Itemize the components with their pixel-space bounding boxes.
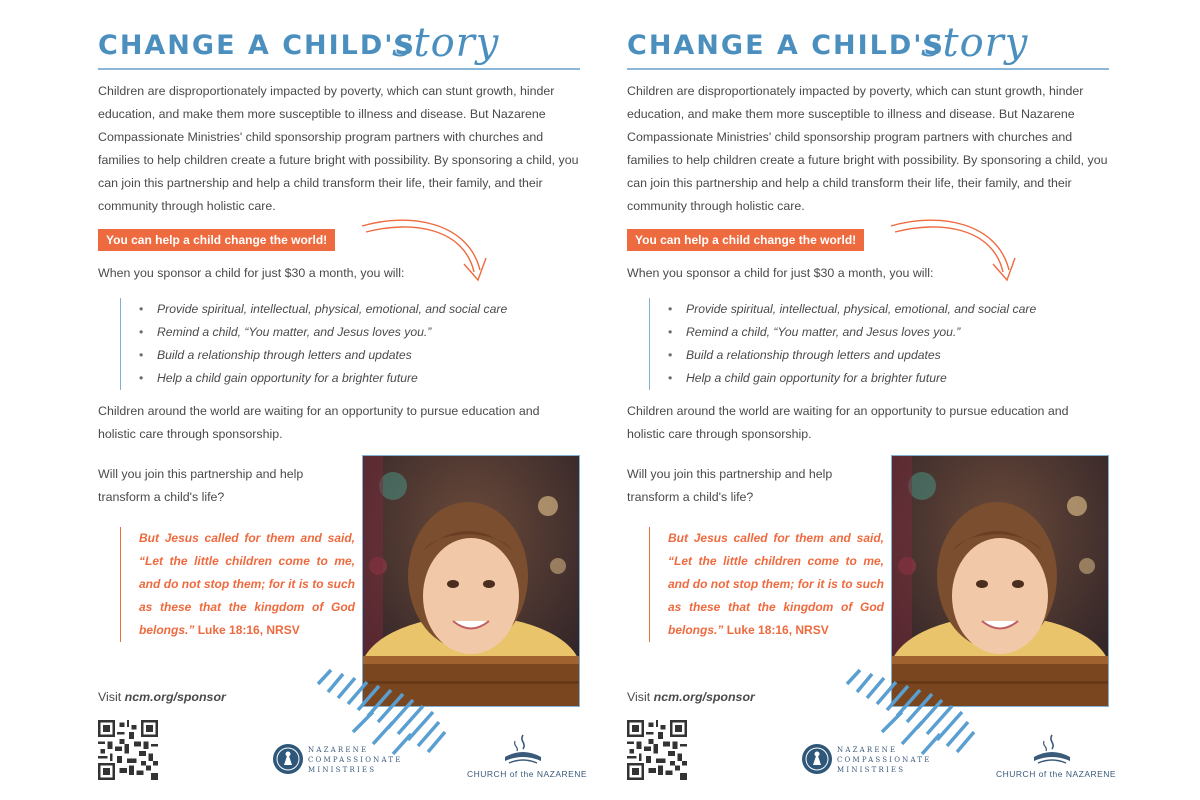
- church-logo-text: CHURCH of the NAZARENE: [467, 769, 588, 779]
- visit-url-link[interactable]: ncm.org/sponsor: [124, 690, 226, 704]
- ncm-logo-line: COMPASSIONATE: [837, 756, 932, 764]
- bullet-dot: •: [668, 348, 673, 362]
- sponsor-line: When you sponsor a child for just $30 a month, you will:: [627, 266, 934, 280]
- list-item: [139, 367, 609, 390]
- church-nazarene-logo-icon: [1030, 733, 1074, 767]
- bullet-dot: •: [139, 371, 144, 385]
- callout-banner: You can help a child change the world!: [627, 229, 864, 251]
- visit-line: [98, 690, 226, 704]
- church-nazarene-logo: [996, 733, 1117, 781]
- scripture-quote: [120, 527, 355, 642]
- title-row: [98, 22, 580, 72]
- world-paragraph: Children around the world are waiting for an opportunity to pursue education and holistic care through sponsorship.: [98, 404, 540, 441]
- flyer-right: [624, 0, 1144, 800]
- visit-prefix: Visit: [98, 690, 122, 704]
- quote-text: But Jesus called for them and said, “Let the little children come to me, and do not stop them; for it is to such as these that the kingdom of God belongs.”: [668, 531, 884, 637]
- ncm-logo-text: [837, 745, 932, 775]
- page-title: CHANGE A CHILD'S: [98, 30, 416, 61]
- title-script-word: story: [921, 20, 1029, 66]
- ncm-logo: [801, 743, 981, 783]
- church-nazarene-logo-icon: [501, 733, 545, 767]
- list-item-text: Build a relationship through letters and updates: [686, 348, 941, 362]
- visit-line: [627, 690, 755, 704]
- visit-url-link[interactable]: ncm.org/sponsor: [653, 690, 755, 704]
- flyer-left: [95, 0, 615, 800]
- title-divider: [98, 68, 580, 70]
- list-item: [668, 298, 1138, 321]
- list-item: [139, 321, 609, 344]
- join-paragraph: Will you join this partnership and help transform a child's life?: [98, 467, 304, 504]
- bullet-dot: •: [668, 371, 673, 385]
- list-item-text: Help a child gain opportunity for a brighter future: [157, 371, 418, 385]
- bullet-dot: •: [139, 348, 144, 362]
- list-item-text: Provide spiritual, intellectual, physical, emotional, and social care: [157, 302, 508, 316]
- title-divider: [627, 68, 1109, 70]
- benefits-list: [120, 298, 609, 390]
- qr-code[interactable]: [98, 720, 158, 780]
- qr-code[interactable]: [627, 720, 687, 780]
- quote-reference: Luke 18:16, NRSV: [197, 623, 300, 637]
- list-item: [668, 344, 1138, 367]
- bullet-dot: •: [139, 325, 144, 339]
- ncm-logo-line: MINISTRIES: [308, 766, 377, 774]
- ncm-logo-line: COMPASSIONATE: [308, 756, 403, 764]
- ncm-logo-icon: [801, 743, 833, 775]
- list-item: [668, 367, 1138, 390]
- ncm-logo-line: MINISTRIES: [837, 766, 906, 774]
- list-item-text: Help a child gain opportunity for a brighter future: [686, 371, 947, 385]
- list-item: [139, 298, 609, 321]
- list-item-text: Provide spiritual, intellectual, physical, emotional, and social care: [686, 302, 1037, 316]
- church-logo-text: CHURCH of the NAZARENE: [996, 769, 1117, 779]
- world-paragraph: Children around the world are waiting for an opportunity to pursue education and holistic care through sponsorship.: [627, 404, 1069, 441]
- list-item: [668, 321, 1138, 344]
- ncm-logo-line: NAZARENE: [837, 746, 898, 754]
- intro-paragraph: Children are disproportionately impacted by poverty, which can stunt growth, hinder education, and make them more susceptible to illness and disease. But Nazarene Compassionate Ministries' child sponsorship program partners with churches and families to help children create a future bright with possibility. By sponsoring a child, you can join this partnership and help a child transform their life, their family, and their community through holistic care.: [98, 84, 579, 213]
- ncm-logo-line: NAZARENE: [308, 746, 369, 754]
- join-paragraph: Will you join this partnership and help transform a child's life?: [627, 467, 833, 504]
- title-row: [627, 22, 1109, 72]
- intro-paragraph: Children are disproportionately impacted by poverty, which can stunt growth, hinder education, and make them more susceptible to illness and disease. But Nazarene Compassionate Ministries' child sponsorship program partners with churches and families to help children create a future bright with possibility. By sponsoring a child, you can join this partnership and help a child transform their life, their family, and their community through holistic care.: [627, 84, 1108, 213]
- sponsor-line: When you sponsor a child for just $30 a month, you will:: [98, 266, 405, 280]
- title-script-word: story: [392, 20, 500, 66]
- ncm-logo-text: [308, 745, 403, 775]
- list-item-text: Remind a child, “You matter, and Jesus loves you.”: [157, 325, 432, 339]
- bullet-dot: •: [668, 325, 673, 339]
- list-item: [139, 344, 609, 367]
- bullet-dot: •: [139, 302, 144, 316]
- list-item-text: Remind a child, “You matter, and Jesus loves you.”: [686, 325, 961, 339]
- callout-banner: You can help a child change the world!: [98, 229, 335, 251]
- quote-reference: Luke 18:16, NRSV: [726, 623, 829, 637]
- bullet-dot: •: [668, 302, 673, 316]
- ncm-logo: [272, 743, 452, 783]
- church-nazarene-logo: [467, 733, 588, 781]
- ncm-logo-icon: [272, 743, 304, 775]
- list-item-text: Build a relationship through letters and updates: [157, 348, 412, 362]
- scripture-quote: [649, 527, 884, 642]
- visit-prefix: Visit: [627, 690, 651, 704]
- quote-text: But Jesus called for them and said, “Let the little children come to me, and do not stop them; for it is to such as these that the kingdom of God belongs.”: [139, 531, 355, 637]
- benefits-list: [649, 298, 1138, 390]
- page-title: CHANGE A CHILD'S: [627, 30, 945, 61]
